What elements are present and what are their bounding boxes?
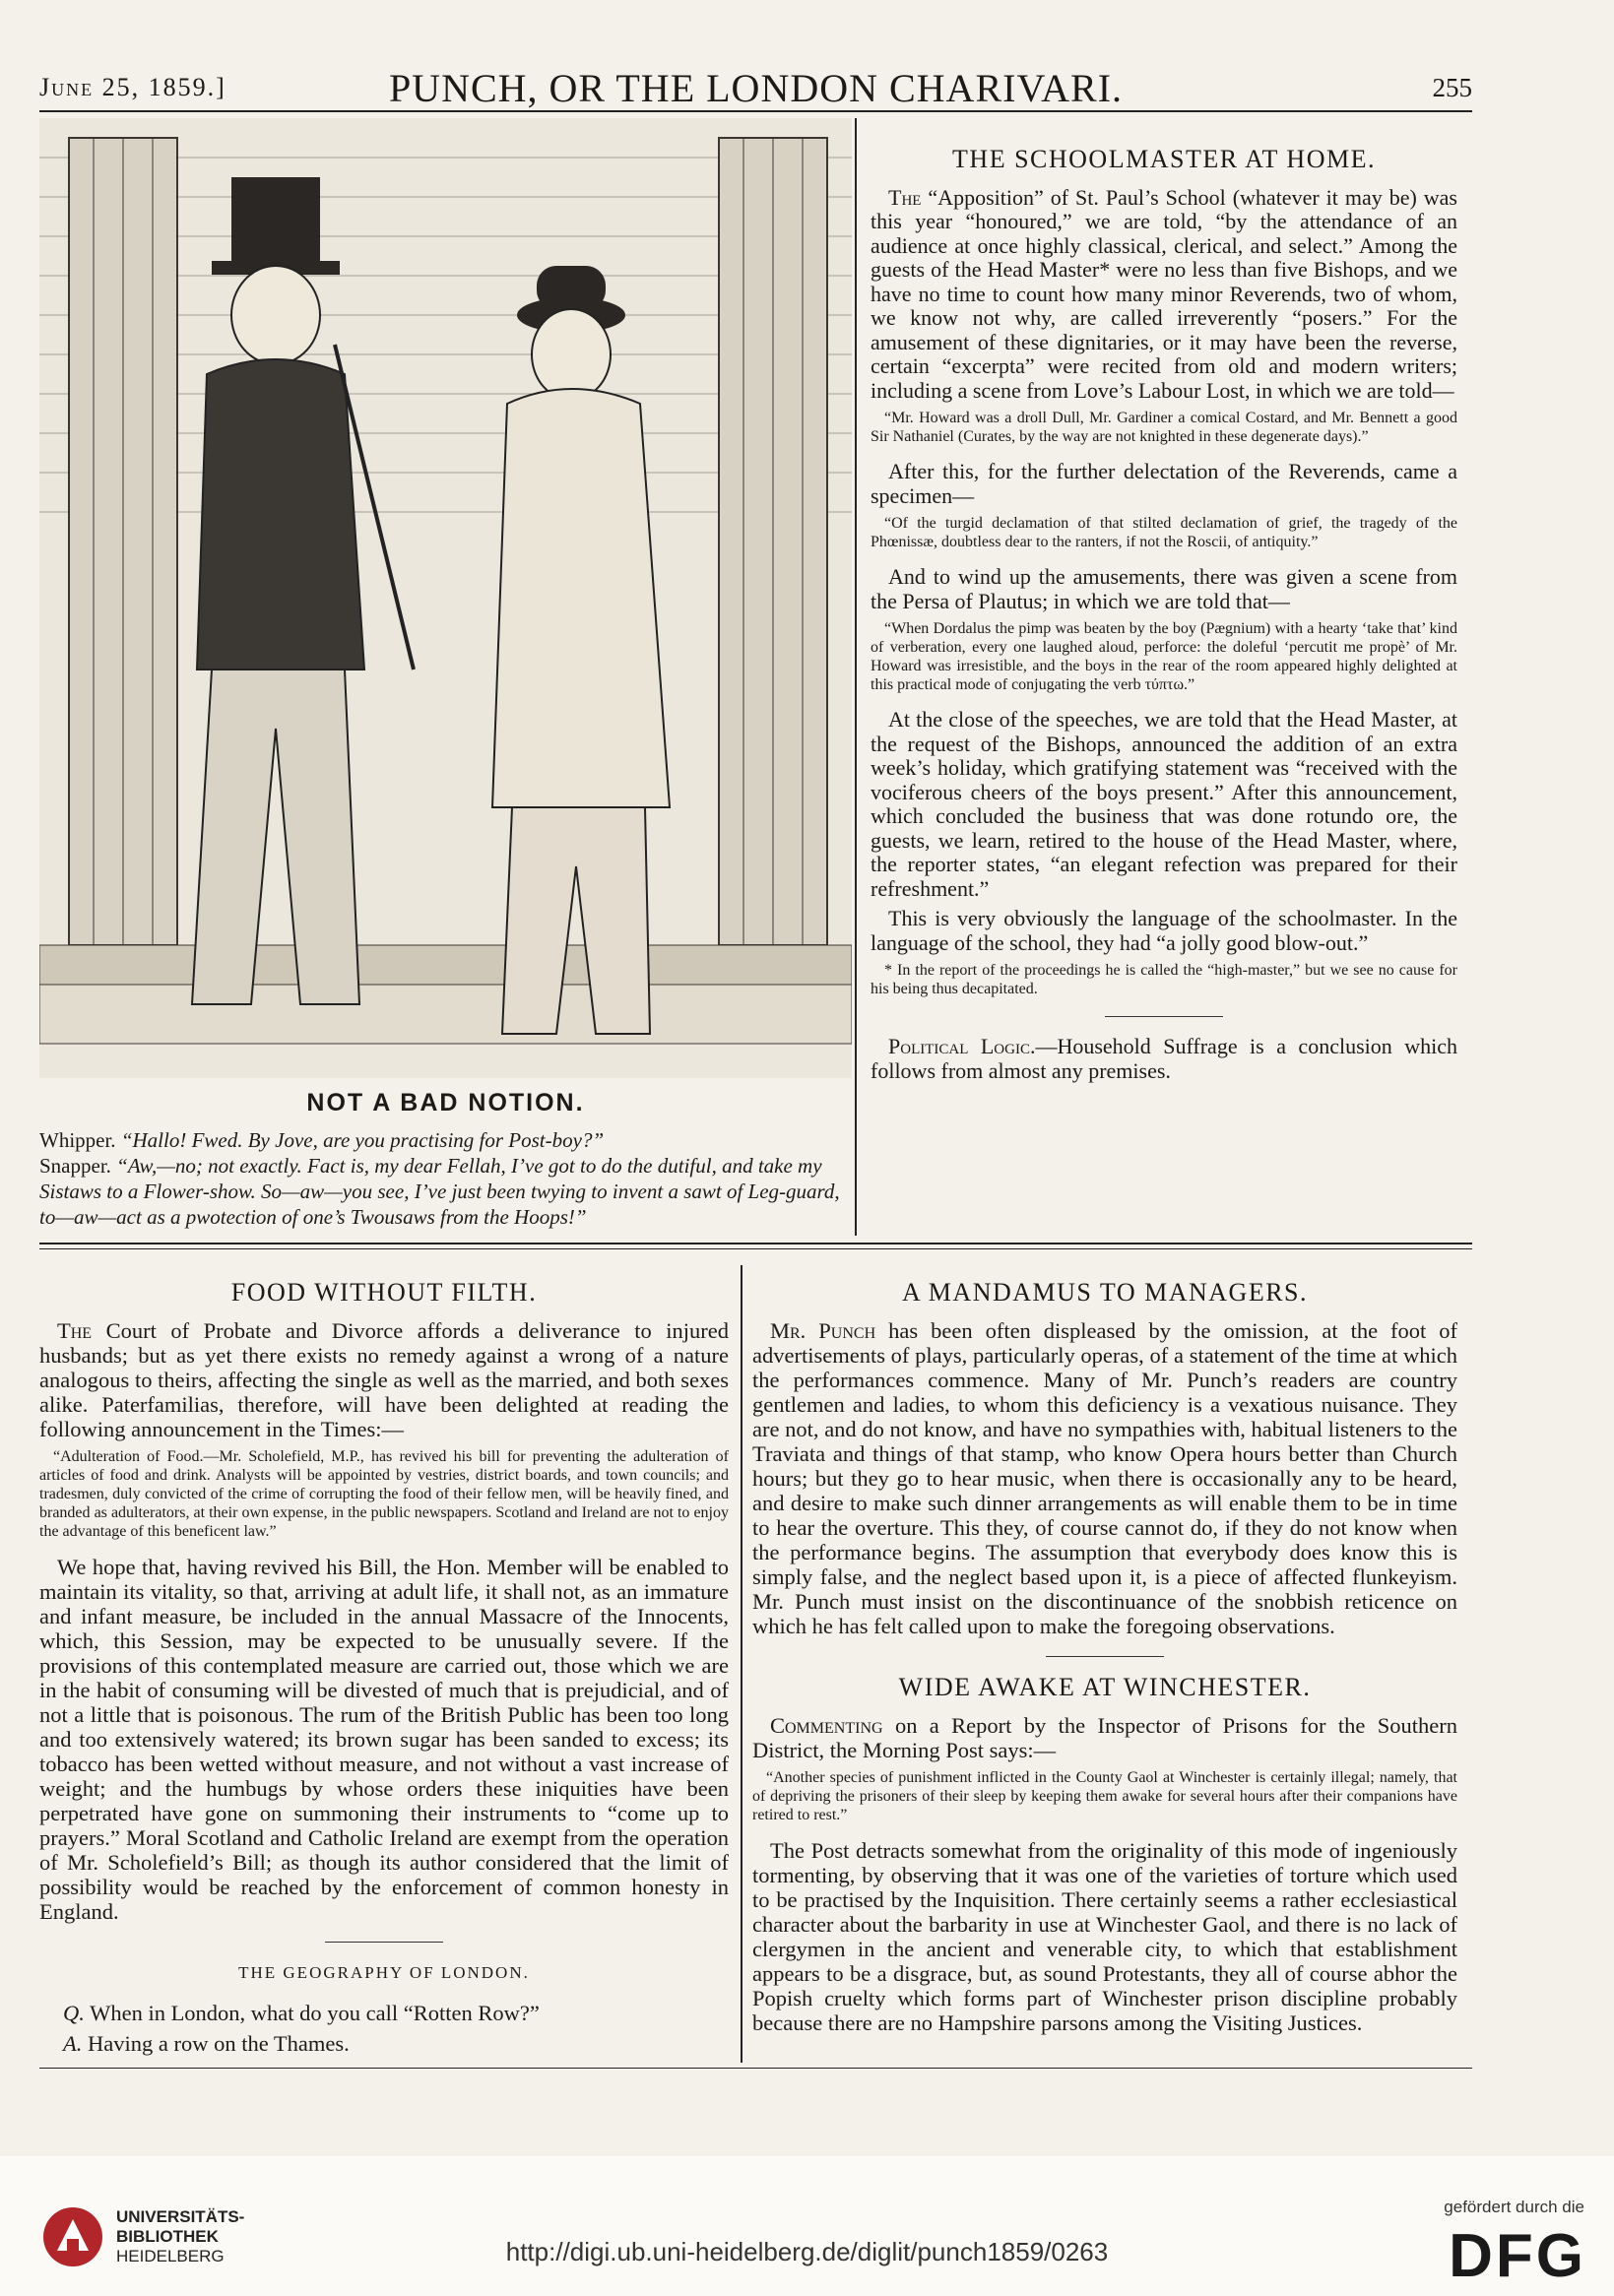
schoolmaster-p3: And to wind up the amusements, there was given a scene from the Persa of Plautus; in which we are told that—	[871, 564, 1457, 613]
cartoon-caption	[39, 1127, 852, 1230]
winchester-p1	[752, 1713, 1457, 1762]
cartoon-illustration	[39, 118, 852, 1078]
right-column	[752, 1280, 1457, 2041]
schoolmaster-p5: This is very obviously the language of the schoolmaster. In the language of the school, they had “a jolly good blow-out.”	[871, 906, 1457, 955]
caption-line-whipper	[39, 1127, 852, 1153]
caption-line-snapper	[39, 1153, 852, 1230]
page-number: 255	[1432, 73, 1472, 102]
a-text: Having a row on the Thames.	[88, 2031, 350, 2056]
political-logic-text: —Household Suffrage is a conclusion which follows from almost any premises.	[871, 1034, 1457, 1083]
schoolmaster-quote-1: “Mr. Howard was a droll Dull, Mr. Gardiner a comical Costard, and Mr. Bennett a good Sir Nathaniel (Curates, by the way are not knighted in these degenerate days).”	[871, 410, 1457, 445]
speaker-whipper: Whipper.	[39, 1128, 116, 1152]
food-p1	[39, 1318, 729, 1441]
column-rule-top	[855, 118, 857, 1236]
winchester-quote: “Another species of punishment inflicted in the County Gaol at Winchester is certainly illegal; namely, that of depriving the prisoners of their sleep by keeping them awake for several hours after their companions have retired to rest.”	[752, 1769, 1457, 1823]
winchester-lead: Commenting	[770, 1713, 883, 1738]
snapper-dialogue: “Aw,—no; not exactly. Fact is, my dear Fellah, I’ve got to do the dutiful, and take my Sistaws to a Flower-show. So—aw—you see, I’ve just been twying to invent a sawt of Leg-guard, to—aw—act as a pwotection of one’s Twousaws from the Hoops!”	[39, 1154, 840, 1229]
food-article	[39, 1280, 729, 2062]
food-p2: We hope that, having revived his Bill, the Hon. Member will be enabled to maintain its vitality, so that, arriving at adult life, it shall not, as an immature and infant measure, be included in the annual Massacre of the Innocents, which, this Session, may be expected to be unusually severe. If the provisions of this contemplated measure are carried out, those which we are in the habit of consuming will be divested of much that is prejudicial, and of not a little that is poisonous. The rum of the British Public has been too long and too extensively watered; its brown sugar has been sanded to excess; its tobacco has been wetted without measure, and not without a vast increase of weight; and the humbugs by whose orders these iniquities have been perpetrated have gone on summoning their instruments to “come up to prayers.” Moral Scotland and Catholic Ireland are exempt from the operation of Mr. Scholefield’s Bill; as though its author considered that the limit of possibility would be reached by the enforcement of common honesty in England.	[39, 1555, 729, 1924]
divider	[1046, 1656, 1164, 1657]
political-logic-lead: Political Logic.	[888, 1034, 1036, 1058]
section-rule-top	[39, 1243, 1472, 1244]
library-line-2: BIBLIOTHEK	[116, 2227, 219, 2246]
schoolmaster-p2: After this, for the further delectation of the Reverends, came a specimen—	[871, 459, 1457, 508]
winchester-p2: The Post detracts somewhat from the originality of this mode of ingeniously tormenting, by observing that it was one of the varieties of torture which used to be practised by the Inquisition. There certainly seems a rather ecclesiastical character about the barbarity in use at Winchester Gaol, and there is no lack of clergymen in the ancient and venerable city, to which that establishment appears to be a disgrace, but, as sound Protestants, they all of course abhor the Popish cruelty which forms part of Winchester prison discipline probably because there are no Hampshire parsons among the Visiting Justices.	[752, 1838, 1457, 2035]
digitization-footer	[0, 2156, 1614, 2296]
library-line-1: UNIVERSITÄTS-	[116, 2207, 245, 2226]
food-p1-lead: The	[57, 1318, 93, 1343]
mandamus-lead: Mr. Punch	[770, 1318, 876, 1343]
library-line-3: HEIDELBERG	[116, 2247, 225, 2265]
winchester-p1-text: on a Report by the Inspector of Prisons for the Southern District, the Morning Post says:—	[752, 1713, 1457, 1762]
political-logic	[871, 1035, 1457, 1083]
food-quote: “Adulteration of Food.—Mr. Scholefield, M.P., has revived his bill for preventing the adulteration of articles of food and drink. Analysts will be appointed by vestries, district boards, and town councils; and tradesmen, duly convicted of the crime of corrupting the food of their fellow men, will be heavily fined, and branded as adulterators, at their own expense, in the public newspapers. Scotland and Ireland are not to enjoy the advantage of this beneficent law.”	[39, 1448, 729, 1540]
q-text: When in London, what do you call “Rotten Row?”	[90, 2001, 540, 2025]
q-label: Q.	[63, 2001, 85, 2025]
a-label: A.	[63, 2031, 83, 2056]
dfg-logo: DFG	[1449, 2222, 1586, 2290]
whipper-dialogue: “Hallo! Fwed. By Jove, are you practising for Post-boy?”	[120, 1128, 605, 1152]
mandamus-heading: A MANDAMUS TO MANAGERS.	[901, 1278, 1309, 1307]
column-rule-bottom	[741, 1265, 742, 2063]
masthead-title: PUNCH, OR THE LONDON CHARIVARI.	[388, 66, 1124, 110]
schoolmaster-p4: At the close of the speeches, we are told that the Head Master, at the request of the Bishops, announced the addition of an extra week’s holiday, which gratifying statement was “received with the vociferous cheers of the boys present.” After this announcement, which concluded the business that was done rotundo ore, the guests, we learn, retired to the house of the Head Master, where, the reporter states, “an elegant refection was prepared for their refreshment.”	[871, 707, 1457, 901]
source-url[interactable]: http://digi.ub.uni-heidelberg.de/diglit/punch1859/0263	[505, 2237, 1109, 2266]
mandamus-body: has been often displeased by the omission, at the foot of advertisements of plays, particularly operas, of a statement of the time at which the performances commence. Many of Mr. Punch’s readers are country gentlemen and ladies, to whom this deficiency is a vexatious nuisance. They are not, and do not know, and have no sympathies with, habitual listeners to the Traviata and things of that stamp, who know Opera hours better than Church hours; but they go to hear music, when there is occasionally any to be heard, and desire to make such dinner arrangements as will enable them to be in time to hear the overture. This they, of course cannot do, if they do not know when the performance begins. The assumption that everybody does know this is simply false, and the neglect based upon it, is a piece of affected flunkeyism. Mr. Punch must insist on the discontinuance of the snobbish reticence on which he has felt called upon to make the foregoing observations.	[752, 1318, 1458, 1638]
section-rule-bottom	[39, 1248, 1472, 1249]
cartoon-title: NOT A BAD NOTION.	[306, 1089, 585, 1116]
food-p1-text: Court of Probate and Divorce affords a deliverance to injured husbands; but as yet there exists no remedy against a wrong of a nature analogous to theirs, affecting the single as well as the married, and both sexes alike. Paterfamilias, therefore, will have been delighted at reading the following announcement in the Times:—	[39, 1318, 730, 1441]
schoolmaster-article	[871, 145, 1457, 1089]
funded-by-text: gefördert durch die	[1444, 2198, 1584, 2216]
geography-question	[39, 2001, 729, 2025]
schoolmaster-footnote: * In the report of the proceedings he is called the “high-master,” but we see no cause for his being thus decapitated.	[871, 962, 1457, 997]
issue-date: June 25, 1859.]	[39, 73, 226, 101]
schoolmaster-p1-lead: The	[888, 184, 922, 210]
geography-answer	[39, 2031, 729, 2056]
page-header	[39, 65, 1472, 112]
speaker-snapper: Snapper.	[39, 1154, 111, 1178]
geography-heading: THE GEOGRAPHY OF LONDON.	[238, 1963, 530, 1982]
schoolmaster-p1-text: “Apposition” of St. Paul’s School (whatever it may be) was this year “honoured,” we are told, “by the attendance of an audience at once highly classical, clerical, and select.” Among the guests of the Head Master* were no less than five Bishops, and we have no time to count how many minor Reverends, two of whom, we know not why, are called irreverently “posers.” For the amusement of these dignitaries, or it may have been the reverse, certain “excerpta” were recited from old and modern writers; including a scene from Love’s Labour Lost, in which we are told—	[871, 184, 1457, 403]
page-bottom-rule	[39, 2068, 1472, 2069]
winchester-heading: WIDE AWAKE AT WINCHESTER.	[898, 1673, 1312, 1701]
divider	[1105, 1016, 1223, 1017]
divider	[325, 1942, 443, 1943]
mandamus-text	[752, 1318, 1457, 1638]
schoolmaster-p1	[871, 186, 1457, 404]
schoolmaster-heading: THE SCHOOLMASTER AT HOME.	[952, 145, 1376, 173]
food-heading: FOOD WITHOUT FILTH.	[230, 1278, 538, 1307]
schoolmaster-quote-2: “Of the turgid declamation of that stilted declamation of grief, the tragedy of the Phœnissæ, doubtless dear to the ranters, if not the Roscii, of antiquity.”	[871, 515, 1457, 550]
schoolmaster-quote-3: “When Dordalus the pimp was beaten by the boy (Pægnium) with a hearty ‘take that’ kind of verberation, every one laughed aloud, perforce: the doleful ‘percutit me propè’ of Mr. Howard was irresistible, and the boys in the rear of the room appeared highly delighted at this practical mode of conjugating the verb τύπτω.”	[871, 620, 1457, 693]
